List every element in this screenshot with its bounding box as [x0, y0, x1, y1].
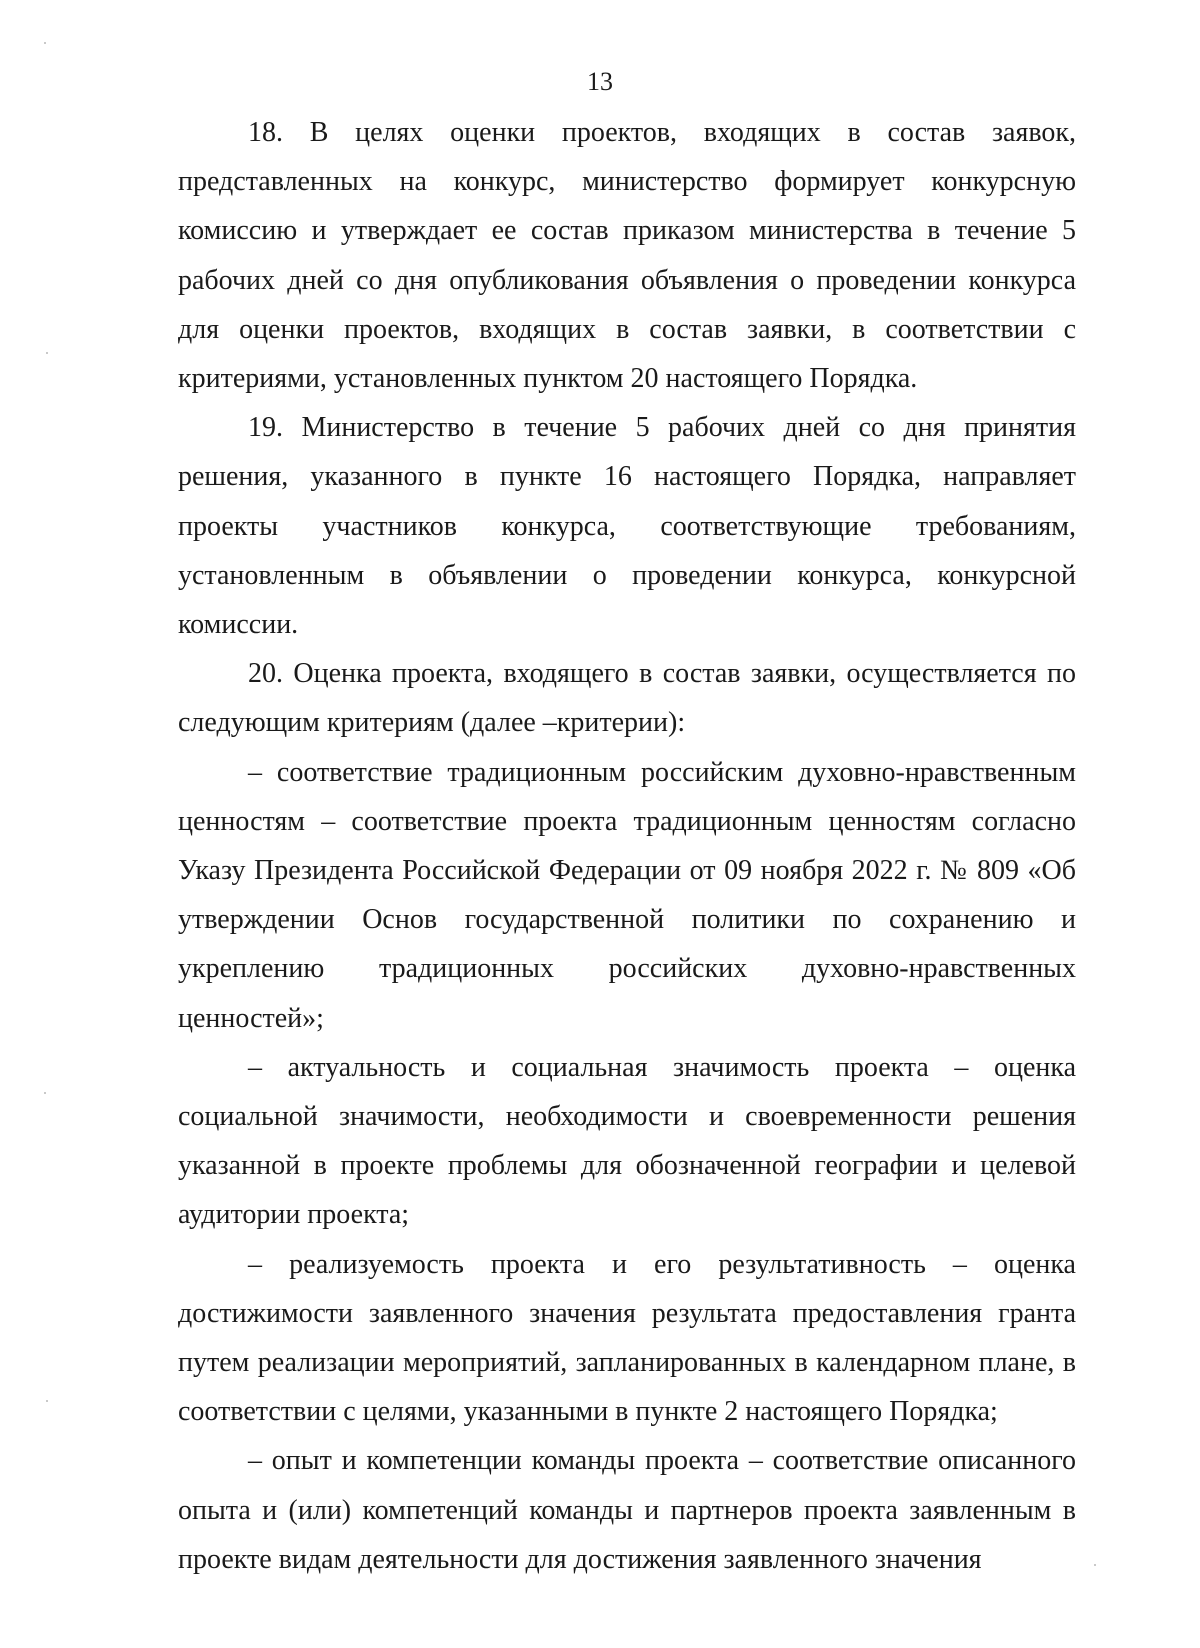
page-number: 13 [587, 67, 613, 96]
criterion-feasibility: – реализуемость проекта и его результативность – оценка достижимости заявленного значения результата предоставления гранта путем реализации мероприятий, запланированных в календарном плане, в соответствии с целями, указанными в пункте 2 настоящего Порядка; [178, 1248, 1076, 1428]
paragraph-18-commission: 18. В целях оценки проектов, входящих в состав заявок, представленных на конкурс, министерство формирует конкурсную комиссию и утверждает ее состав приказом министерства в течение 5 рабочих дней со дня опубликования объявления о проведении конкурса для оценки проектов, входящих в состав заявки, в соответствии с критериями, установленных пунктом 20 настоящего Порядка. [178, 117, 1076, 395]
scan-speck [46, 1400, 48, 1402]
criterion-team-experience: – опыт и компетенции команды проекта – соответствие описанного опыта и (или) компетенций команды и партнеров проекта заявленным в проекте видам деятельности для достижения заявленного значения [178, 1445, 1076, 1575]
criterion-traditional-values: – соответствие традиционным российским духовно-нравственным ценностям – соответствие проекта традиционным ценностям согласно Указу Президента Российской Федерации от 09 ноября 2022 г. № 809 «Об утверждении Основ государственной политики по сохранению и укреплению традиционных российских духовно-нравственных ценностей»; [178, 756, 1076, 1034]
scan-speck [44, 1092, 46, 1094]
document-body [178, 108, 1076, 1584]
scan-speck [44, 42, 46, 44]
scan-speck [1094, 1564, 1096, 1566]
paragraph-19-submission: 19. Министерство в течение 5 рабочих дней со дня принятия решения, указанного в пункте 16 настоящего Порядка, направляет проекты участников конкурса, соответствующие требованиям, установленным в объявлении о проведении конкурса, конкурсной комиссии. [178, 412, 1076, 641]
paragraph-20-criteria-intro: 20. Оценка проекта, входящего в состав заявки, осуществляется по следующим критериям (далее –критерии): [178, 658, 1076, 739]
scan-speck [46, 352, 48, 354]
criterion-social-relevance: – актуальность и социальная значимость проекта – оценка социальной значимости, необходимости и своевременности решения указанной в проекте проблемы для обозначенной географии и целевой аудитории проекта; [178, 1051, 1076, 1231]
